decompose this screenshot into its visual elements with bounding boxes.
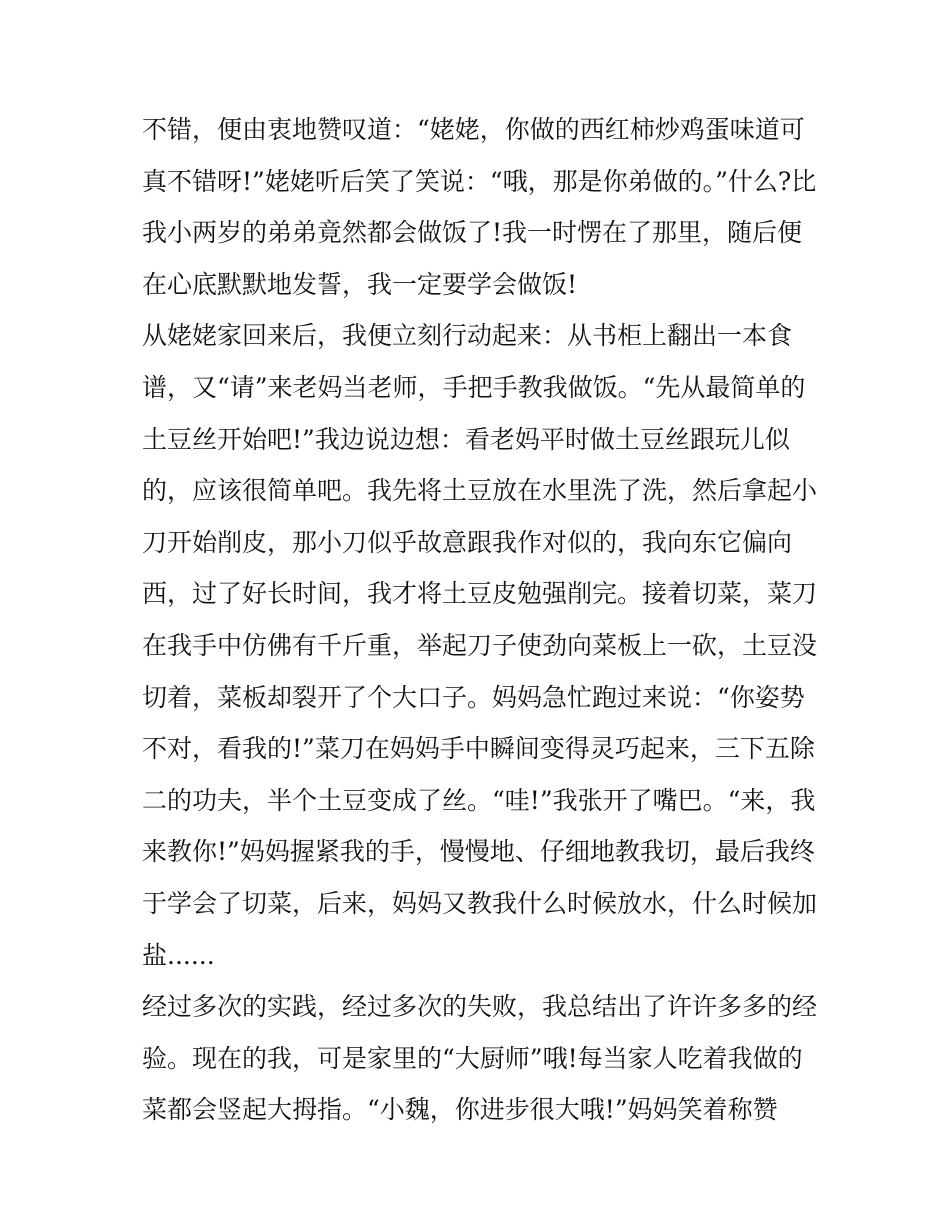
text-line-13: 不对，看我的!”菜刀在妈妈手中瞬间变得灵巧起来，三下五除	[142, 734, 815, 764]
text-line-4: 在心底默默地发誓，我一定要学会做饭!	[142, 269, 578, 299]
text-line-18: 经过多次的实践，经过多次的失败，我总结出了许许多多的经	[142, 992, 818, 1022]
text-line-12: 切着，菜板却裂开了个大口子。妈妈急忙跑过来说：“你姿势	[142, 682, 805, 712]
text-line-11: 在我手中仿佛有千斤重，举起刀子使劲向菜板上一砍，土豆没	[142, 630, 818, 660]
text-line-20: 菜都会竖起大拇指。“小魏，你进步很大哦!”妈妈笑着称赞	[142, 1095, 778, 1125]
text-line-16: 于学会了切菜，后来，妈妈又教我什么时候放水，什么时候加	[142, 888, 818, 918]
text-line-8: 的，应该很简单吧。我先将土豆放在水里洗了洗，然后拿起小	[142, 476, 818, 506]
text-line-3: 我小两岁的弟弟竟然都会做饭了!我一时愣在了那里，随后便	[142, 218, 803, 248]
text-line-15: 来教你!”妈妈握紧我的手，慢慢地、仔细地教我切，最后我终	[142, 837, 815, 867]
text-line-17: 盐......	[142, 940, 215, 970]
text-line-7: 土豆丝开始吧!”我边说边想：看老妈平时做土豆丝跟玩儿似	[142, 424, 790, 454]
text-line-14: 二的功夫，半个土豆变成了丝。“哇!”我张开了嘴巴。“来，我	[142, 785, 816, 815]
text-line-9: 刀开始削皮，那小刀似乎故意跟我作对似的，我向东它偏向	[142, 527, 793, 557]
body-text	[142, 104, 822, 1136]
text-line-5: 从姥姥家回来后，我便立刻行动起来：从书柜上翻出一本食	[142, 321, 793, 351]
text-line-10: 西，过了好长时间，我才将土豆皮勉强削完。接着切菜，菜刀	[142, 579, 818, 609]
text-line-6: 谱，又“请”来老妈当老师，手把手教我做饭。“先从最简单的	[142, 372, 806, 402]
text-line-19: 验。现在的我，可是家里的“大厨师”哦!每当家人吃着我做的	[142, 1043, 803, 1073]
text-line-1: 不错，便由衷地赞叹道：“姥姥，你做的西红柿炒鸡蛋味道可	[142, 115, 805, 144]
text-line-2: 真不错呀!”姥姥听后笑了笑说：“哦，那是你弟做的。”什么?比	[142, 166, 817, 196]
